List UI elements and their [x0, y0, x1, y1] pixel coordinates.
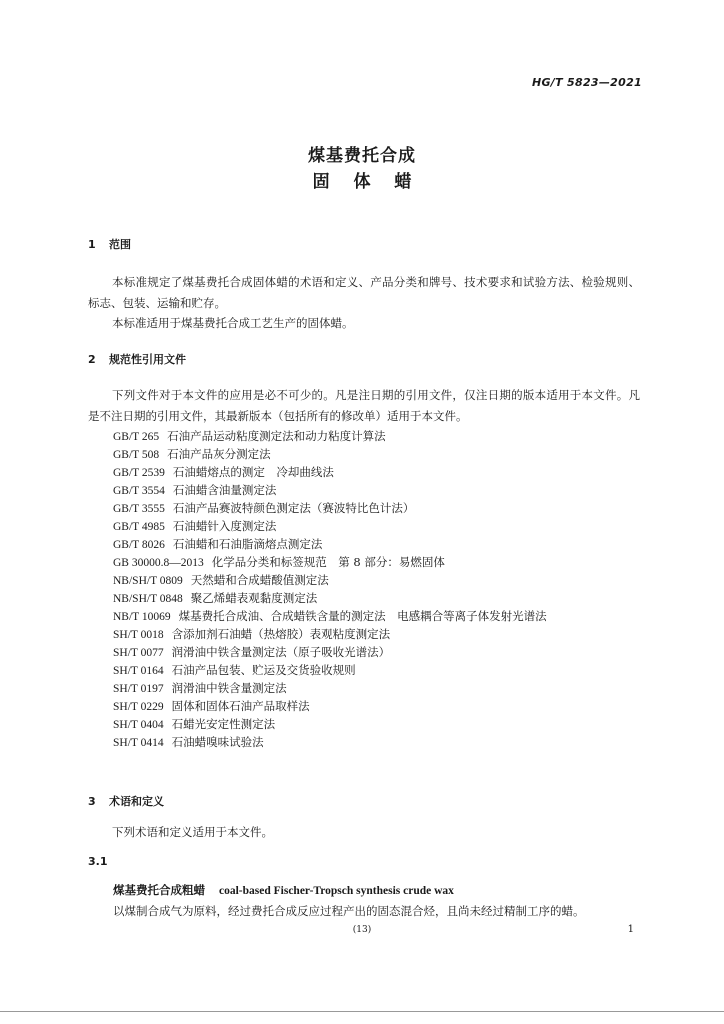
- reference-code: NB/SH/T 0848: [113, 593, 183, 605]
- reference-title: 含添加剂石油蜡（热熔胶）表观粘度测定法: [171, 627, 391, 641]
- reference-item: [113, 499, 547, 517]
- reference-title: 石油产品运动粘度测定法和动力粘度计算法: [167, 429, 386, 443]
- subsection-number: 3.1: [88, 855, 108, 868]
- reference-title: 石油产品灰分测定法: [167, 447, 271, 461]
- normative-intro: 下列文件对于本文件的应用是必不可少的。凡是注日期的引用文件，仅注日期的版本适用于本文件。凡是不注日期的引用文件，其最新版本（包括所有的修改单）适用于本文件。: [88, 388, 640, 423]
- section-number: 1: [88, 238, 96, 251]
- term-chinese: 煤基费托合成粗蜡: [113, 883, 205, 897]
- reference-code: GB/T 4985: [113, 521, 165, 533]
- reference-title: 润滑油中铁含量测定法（原子吸收光谱法）: [171, 645, 391, 659]
- reference-code: GB/T 3555: [113, 503, 165, 515]
- reference-title: 石油蜡熔点的测定 冷却曲线法: [172, 465, 334, 479]
- document-title-line1: 煤基费托合成: [308, 146, 416, 166]
- reference-item: [113, 697, 547, 715]
- reference-title: 天然蜡和合成蜡酸值测定法: [190, 573, 329, 587]
- reference-item: [113, 445, 547, 463]
- scope-paragraph-1: 本标准规定了煤基费托合成固体蜡的术语和定义、产品分类和牌号、技术要求和试验方法、检验规则、标志、包装、运输和贮存。: [88, 275, 640, 310]
- reference-item: [113, 517, 547, 535]
- term-entry: [113, 882, 454, 898]
- reference-code: GB/T 3554: [113, 485, 165, 497]
- reference-code: GB/T 8026: [113, 539, 165, 551]
- reference-item: [113, 733, 547, 751]
- reference-item: [113, 607, 547, 625]
- section-number: 3: [88, 795, 96, 808]
- reference-item: [113, 661, 547, 679]
- reference-title: 石油蜡针入度测定法: [172, 519, 277, 533]
- reference-item: [113, 481, 547, 499]
- reference-item: [113, 571, 547, 589]
- reference-code: GB/T 508: [113, 449, 160, 461]
- reference-title: 石油产品包装、贮运及交货验收规则: [171, 663, 356, 677]
- reference-code: NB/SH/T 0809: [113, 575, 183, 587]
- term-definition: 以煤制合成气为原料，经过费托合成反应过程产出的固态混合烃，且尚未经过精制工序的蜡。: [113, 904, 585, 918]
- section-3-heading: [88, 793, 164, 809]
- reference-title: 石油蜡嗅味试验法: [171, 735, 264, 749]
- reference-code: GB 30000.8—2013: [113, 557, 204, 569]
- document-title-line2: 固 体 蜡: [312, 172, 412, 192]
- reference-title: 润滑油中铁含量测定法: [171, 681, 287, 695]
- reference-code: GB/T 2539: [113, 467, 165, 479]
- footer-sequence: (13): [352, 925, 372, 935]
- reference-title: 聚乙烯蜡表观黏度测定法: [190, 591, 318, 605]
- reference-code: SH/T 0164: [113, 665, 164, 677]
- reference-title: 煤基费托合成油、合成蜡铁含量的测定法 电感耦合等离子体发射光谱法: [178, 609, 547, 623]
- reference-code: SH/T 0414: [113, 737, 164, 749]
- reference-title: 固体和固体石油产品取样法: [171, 699, 310, 713]
- section-1-heading: [88, 236, 131, 252]
- reference-code: SH/T 0197: [113, 683, 164, 695]
- section-title: 术语和定义: [109, 795, 164, 808]
- section-title: 范围: [109, 238, 131, 251]
- term-english: coal-based Fischer-Tropsch synthesis crude wax: [219, 885, 454, 897]
- standard-number: HG/T 5823—2021: [531, 76, 642, 89]
- scope-paragraph-2: 本标准适用于煤基费托合成工艺生产的固体蜡。: [112, 316, 354, 330]
- reference-title: 石油蜡含油量测定法: [172, 483, 277, 497]
- terms-intro: 下列术语和定义适用于本文件。: [112, 825, 273, 839]
- section-2-heading: [88, 351, 186, 367]
- reference-title: 化学品分类和标签规范 第 8 部分：易燃固体: [211, 555, 445, 569]
- reference-item: [113, 625, 547, 643]
- reference-code: SH/T 0077: [113, 647, 164, 659]
- reference-code: SH/T 0404: [113, 719, 164, 731]
- reference-item: [113, 589, 547, 607]
- reference-code: GB/T 265: [113, 431, 160, 443]
- reference-item: [113, 553, 547, 571]
- section-number: 2: [88, 353, 96, 366]
- reference-item: [113, 463, 547, 481]
- reference-item: [113, 535, 547, 553]
- reference-item: [113, 715, 547, 733]
- reference-title: 石油产品赛波特颜色测定法（赛波特比色计法）: [172, 501, 415, 515]
- reference-item: [113, 679, 547, 697]
- page-number: 1: [627, 924, 634, 935]
- reference-code: SH/T 0229: [113, 701, 164, 713]
- reference-code: SH/T 0018: [113, 629, 164, 641]
- reference-list: [113, 427, 547, 751]
- reference-item: [113, 427, 547, 445]
- reference-title: 石蜡光安定性测定法: [171, 717, 276, 731]
- reference-title: 石油蜡和石油脂滴熔点测定法: [172, 537, 323, 551]
- reference-code: NB/T 10069: [113, 611, 171, 623]
- page-edge-divider: [0, 1011, 724, 1012]
- section-title: 规范性引用文件: [109, 353, 186, 366]
- reference-item: [113, 643, 547, 661]
